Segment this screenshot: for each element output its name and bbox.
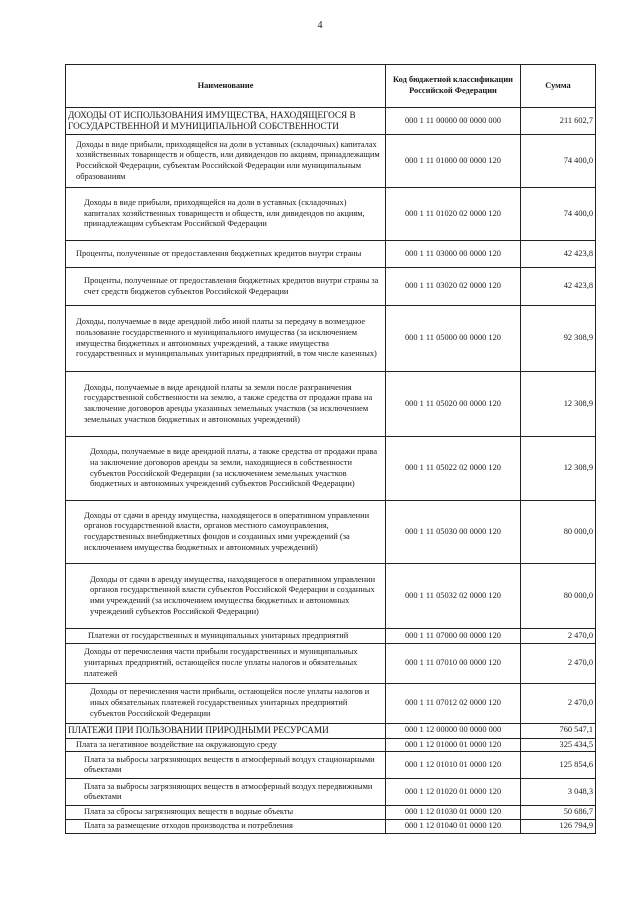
- row-name: Плата за сбросы загрязняющих веществ в водные объекты: [66, 806, 386, 820]
- row-sum: 2 470,0: [521, 684, 596, 724]
- row-name: Доходы от перечисления части прибыли, остающейся после уплаты налогов и иных обязательных платежей государственных унитарных предприятий субъектов Российской Федерации: [66, 684, 386, 724]
- row-name: ДОХОДЫ ОТ ИСПОЛЬЗОВАНИЯ ИМУЩЕСТВА, НАХОДЯЩЕГОСЯ В ГОСУДАРСТВЕННОЙ И МУНИЦИПАЛЬНОЙ СОБСТВЕННОСТИ: [66, 108, 386, 135]
- row-code: 000 1 11 07000 00 0000 120: [386, 629, 521, 644]
- row-code: 000 1 12 01020 01 0000 120: [386, 779, 521, 806]
- row-sum: 74 400,0: [521, 188, 596, 241]
- row-name: Доходы, получаемые в виде арендной либо иной платы за передачу в возмездное пользование государственного и муниципального имущества (за исключением имущества бюджетных и автономных учреждений, а также имущества государственных и муниципальных унитарных предприятий, в том числе казенных): [66, 306, 386, 372]
- row-sum: 80 000,0: [521, 564, 596, 629]
- table-header-row: [66, 65, 596, 108]
- table-row: [66, 268, 596, 306]
- page-number: 4: [317, 20, 323, 31]
- row-name: Платежи от государственных и муниципальных унитарных предприятий: [66, 629, 386, 644]
- row-name: Проценты, полученные от предоставления бюджетных кредитов внутри страны: [66, 241, 386, 268]
- table-row: [66, 108, 596, 135]
- table-row: [66, 372, 596, 437]
- row-sum: 42 423,8: [521, 241, 596, 268]
- row-sum: 125 854,6: [521, 752, 596, 779]
- row-code: 000 1 11 05020 00 0000 120: [386, 372, 521, 437]
- header-sum: Сумма: [521, 65, 596, 108]
- row-name: Плата за выбросы загрязняющих веществ в атмосферный воздух передвижными объектами: [66, 779, 386, 806]
- table-row: [66, 564, 596, 629]
- table-row: [66, 684, 596, 724]
- row-name: Плата за негативное воздействие на окружающую среду: [66, 738, 386, 752]
- row-sum: 80 000,0: [521, 501, 596, 564]
- table-row: [66, 437, 596, 501]
- table-row: [66, 306, 596, 372]
- row-code: 000 1 11 05030 00 0000 120: [386, 501, 521, 564]
- row-name: Доходы, получаемые в виде арендной платы, а также средства от продажи права на заключение договоров аренды за земли, находящиеся в собственности субъектов Российской Федерации (за исключением земельных участков бюджетных и автономных учреждений субъектов Российской Федерации): [66, 437, 386, 501]
- row-sum: 126 794,9: [521, 819, 596, 833]
- table-row: [66, 806, 596, 820]
- row-sum: 325 434,5: [521, 738, 596, 752]
- row-code: 000 1 12 01000 01 0000 120: [386, 738, 521, 752]
- table-row: [66, 724, 596, 739]
- row-code: 000 1 11 00000 00 0000 000: [386, 108, 521, 135]
- row-name: Доходы, получаемые в виде арендной платы за земли после разграничения государственной собственности на землю, а также средства от продажи права на заключение договоров аренды указанных земельных участков (за исключением земельных участков бюджетных и автономных учреждений): [66, 372, 386, 437]
- table-row: [66, 819, 596, 833]
- row-sum: 42 423,8: [521, 268, 596, 306]
- table-row: [66, 188, 596, 241]
- row-code: 000 1 11 07012 02 0000 120: [386, 684, 521, 724]
- row-name: Доходы от перечисления части прибыли государственных и муниципальных унитарных предприятий, остающейся после уплаты налогов и обязательных платежей: [66, 644, 386, 684]
- row-name: ПЛАТЕЖИ ПРИ ПОЛЬЗОВАНИИ ПРИРОДНЫМИ РЕСУРСАМИ: [66, 724, 386, 739]
- header-name: Наименование: [66, 65, 386, 108]
- table-row: [66, 629, 596, 644]
- table-row: [66, 135, 596, 188]
- row-sum: 2 470,0: [521, 629, 596, 644]
- row-sum: 50 686,7: [521, 806, 596, 820]
- row-code: 000 1 12 01030 01 0000 120: [386, 806, 521, 820]
- row-name: Доходы в виде прибыли, приходящейся на доли в уставных (складочных) капиталах хозяйственных товариществ и обществ, или дивидендов по акциям, принадлежащим Российской Федерации, субъектам Российской Федерации или муниципальным образованиям: [66, 135, 386, 188]
- row-name: Плата за выбросы загрязняющих веществ в атмосферный воздух стационарными объектами: [66, 752, 386, 779]
- row-code: 000 1 11 05032 02 0000 120: [386, 564, 521, 629]
- row-code: 000 1 12 01040 01 0000 120: [386, 819, 521, 833]
- row-sum: 74 400,0: [521, 135, 596, 188]
- budget-revenue-table: [65, 64, 596, 834]
- row-name: Плата за размещение отходов производства и потребления: [66, 819, 386, 833]
- row-sum: 760 547,1: [521, 724, 596, 739]
- row-name: Проценты, полученные от предоставления бюджетных кредитов внутри страны за счет средств бюджетов субъектов Российской Федерации: [66, 268, 386, 306]
- table-row: [66, 752, 596, 779]
- row-code: 000 1 11 05022 02 0000 120: [386, 437, 521, 501]
- table-row: [66, 738, 596, 752]
- row-sum: 2 470,0: [521, 644, 596, 684]
- row-code: 000 1 12 01010 01 0000 120: [386, 752, 521, 779]
- row-code: 000 1 11 03020 02 0000 120: [386, 268, 521, 306]
- row-code: 000 1 11 05000 00 0000 120: [386, 306, 521, 372]
- row-name: Доходы от сдачи в аренду имущества, находящегося в оперативном управлении органов государственной власти, органов местного самоуправления, государственных внебюджетных фондов и созданных ими учреждений (за исключением имущества бюджетных и автономных учреждений): [66, 501, 386, 564]
- header-code: Код бюджетной классификации Российской Федерации: [386, 65, 521, 108]
- row-code: 000 1 11 01020 02 0000 120: [386, 188, 521, 241]
- row-code: 000 1 12 00000 00 0000 000: [386, 724, 521, 739]
- table-row: [66, 779, 596, 806]
- row-sum: 92 308,9: [521, 306, 596, 372]
- row-code: 000 1 11 07010 00 0000 120: [386, 644, 521, 684]
- row-name: Доходы в виде прибыли, приходящейся на доли в уставных (складочных) капиталах хозяйственных товариществ и обществ, или дивидендов по акциям, принадлежащим субъектам Российской Федерации: [66, 188, 386, 241]
- row-sum: 12 308,9: [521, 437, 596, 501]
- row-code: 000 1 11 03000 00 0000 120: [386, 241, 521, 268]
- row-sum: 211 602,7: [521, 108, 596, 135]
- table-row: [66, 644, 596, 684]
- row-sum: 3 048,3: [521, 779, 596, 806]
- row-sum: 12 308,9: [521, 372, 596, 437]
- row-name: Доходы от сдачи в аренду имущества, находящегося в оперативном управлении органов государственной власти субъектов Российской Федерации и созданных ими учреждений (за исключением имущества бюджетных и автономных учреждений субъектов Российской Федерации): [66, 564, 386, 629]
- table-row: [66, 501, 596, 564]
- table-row: [66, 241, 596, 268]
- row-code: 000 1 11 01000 00 0000 120: [386, 135, 521, 188]
